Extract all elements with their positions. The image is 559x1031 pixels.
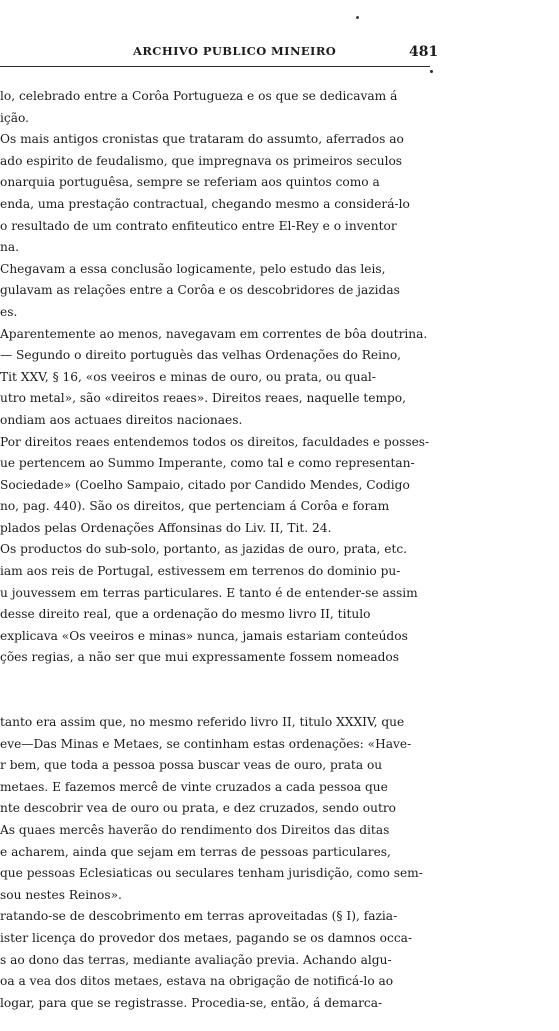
header-rule <box>0 66 430 67</box>
text-line: onarquia portuguêsa, sempre se referiam aos quintos como a <box>0 175 380 190</box>
text-line: eve—Das Minas e Metaes, se continham estas ordenações: «Have- <box>0 736 412 751</box>
text-line: Sociedade» (Coelho Sampaio, citado por Candido Mendes, Codigo <box>0 477 410 492</box>
text-line: es. <box>0 304 18 319</box>
rule-dot <box>430 70 433 73</box>
text-line: sou nestes Reinos». <box>0 887 122 902</box>
text-line: oa a vea dos ditos metaes, estava na obrigação de notificá-lo ao <box>0 974 394 989</box>
text-line: ções regias, a não ser que mui expressamente fossem nomeados <box>0 650 399 665</box>
text-line: Chegavam a essa conclusão logicamente, pelo estudo das leis, <box>0 261 386 276</box>
text-line: plados pelas Ordenações Affonsinas do Liv. II, Tit. 24. <box>0 520 332 535</box>
text-line: ição. <box>0 110 29 125</box>
text-line: utro metal», são «direitos reaes». Direitos reaes, naquelle tempo, <box>0 391 407 406</box>
text-line: logar, para que se registrasse. Procedia-se, então, á demarca- <box>0 995 383 1010</box>
text-line: Por direitos reaes entendemos todos os direitos, faculdades e posses- <box>0 434 430 449</box>
text-line: desse direito real, que a ordenação do mesmo livro II, titulo <box>0 607 371 622</box>
text-line: lo, celebrado entre a Corôa Portugueza e os que se dedicavam á <box>0 89 398 103</box>
text-line: Os mais antigos cronistas que trataram do assumto, aferrados ao <box>0 132 404 147</box>
text-line: u jouvessem em terras particulares. E tanto é de entender-se assim <box>0 585 418 600</box>
text-line: nte descobrir vea de ouro ou prata, e dez cruzados, sendo outro <box>0 801 397 816</box>
page-header <box>0 34 559 70</box>
stray-mark <box>356 16 359 19</box>
text-line: Os productos do sub-solo, portanto, as jazidas de ouro, prata, etc. <box>0 542 408 557</box>
page-number: 481 <box>409 44 439 60</box>
text-line: r bem, que toda a pessoa possa buscar veas de ouro, prata ou <box>0 758 383 773</box>
text-line: ue pertencem ao Summo Imperante, como tal e como representan- <box>0 456 415 471</box>
text-line: metaes. E fazemos mercê de vinte cruzados a cada pessoa que <box>0 779 388 794</box>
text-line: — Segundo o direito portuguès das velhas Ordenações do Reino, <box>0 348 402 363</box>
text-line: As quaes mercês haverão do rendimento dos Direitos das ditas <box>0 823 390 837</box>
text-line: ister licença do provedor dos metaes, pagando se os damnos occa- <box>0 930 413 945</box>
text-line: explicava «Os veeiros e minas» nunca, jamais estariam conteúdos <box>0 628 408 643</box>
text-line: gulavam as relações entre a Corôa e os descobridores de jazidas <box>0 283 400 298</box>
text-line: que pessoas Eclesiaticas ou seculares tenham jurisdição, como sem- <box>0 866 423 881</box>
text-line: no, pag. 440). São os direitos, que pertenciam á Corôa e foram <box>0 499 390 514</box>
text-line: enda, uma prestação contractual, chegando mesmo a considerá-lo <box>0 196 410 211</box>
text-line: ondiam aos actuaes direitos nacionaes. <box>0 412 243 427</box>
text-line: ado espirito de feudalismo, que impregnava os primeiros seculos <box>0 153 403 168</box>
text-line: tanto era assim que, no mesmo referido livro II, titulo XXXIV, que <box>0 715 405 730</box>
text-line: o resultado de um contrato enfiteutico entre El-Rey e o inventor <box>0 218 397 233</box>
text-line: iam aos reis de Portugal, estivessem em terrenos do dominio pu- <box>0 564 401 579</box>
body-text <box>0 86 430 1014</box>
text-line: e acharem, ainda que sejam em terras de pessoas particulares, <box>0 844 391 859</box>
text-line: Aparentemente ao menos, navegavam em correntes de bôa doutrina. <box>0 326 428 341</box>
text-line: ratando-se de descobrimento em terras aproveitadas (§ I), fazia- <box>0 909 398 924</box>
text-line: na. <box>0 240 19 255</box>
text-line: s ao dono das terras, mediante avaliação previa. Achando algu- <box>0 952 392 967</box>
running-title: ARCHIVO PUBLICO MINEIRO <box>133 44 337 58</box>
text-line: Tit XXV, § 16, «os veeiros e minas de ouro, ou prata, ou qual- <box>0 369 376 384</box>
text-line <box>0 669 430 712</box>
